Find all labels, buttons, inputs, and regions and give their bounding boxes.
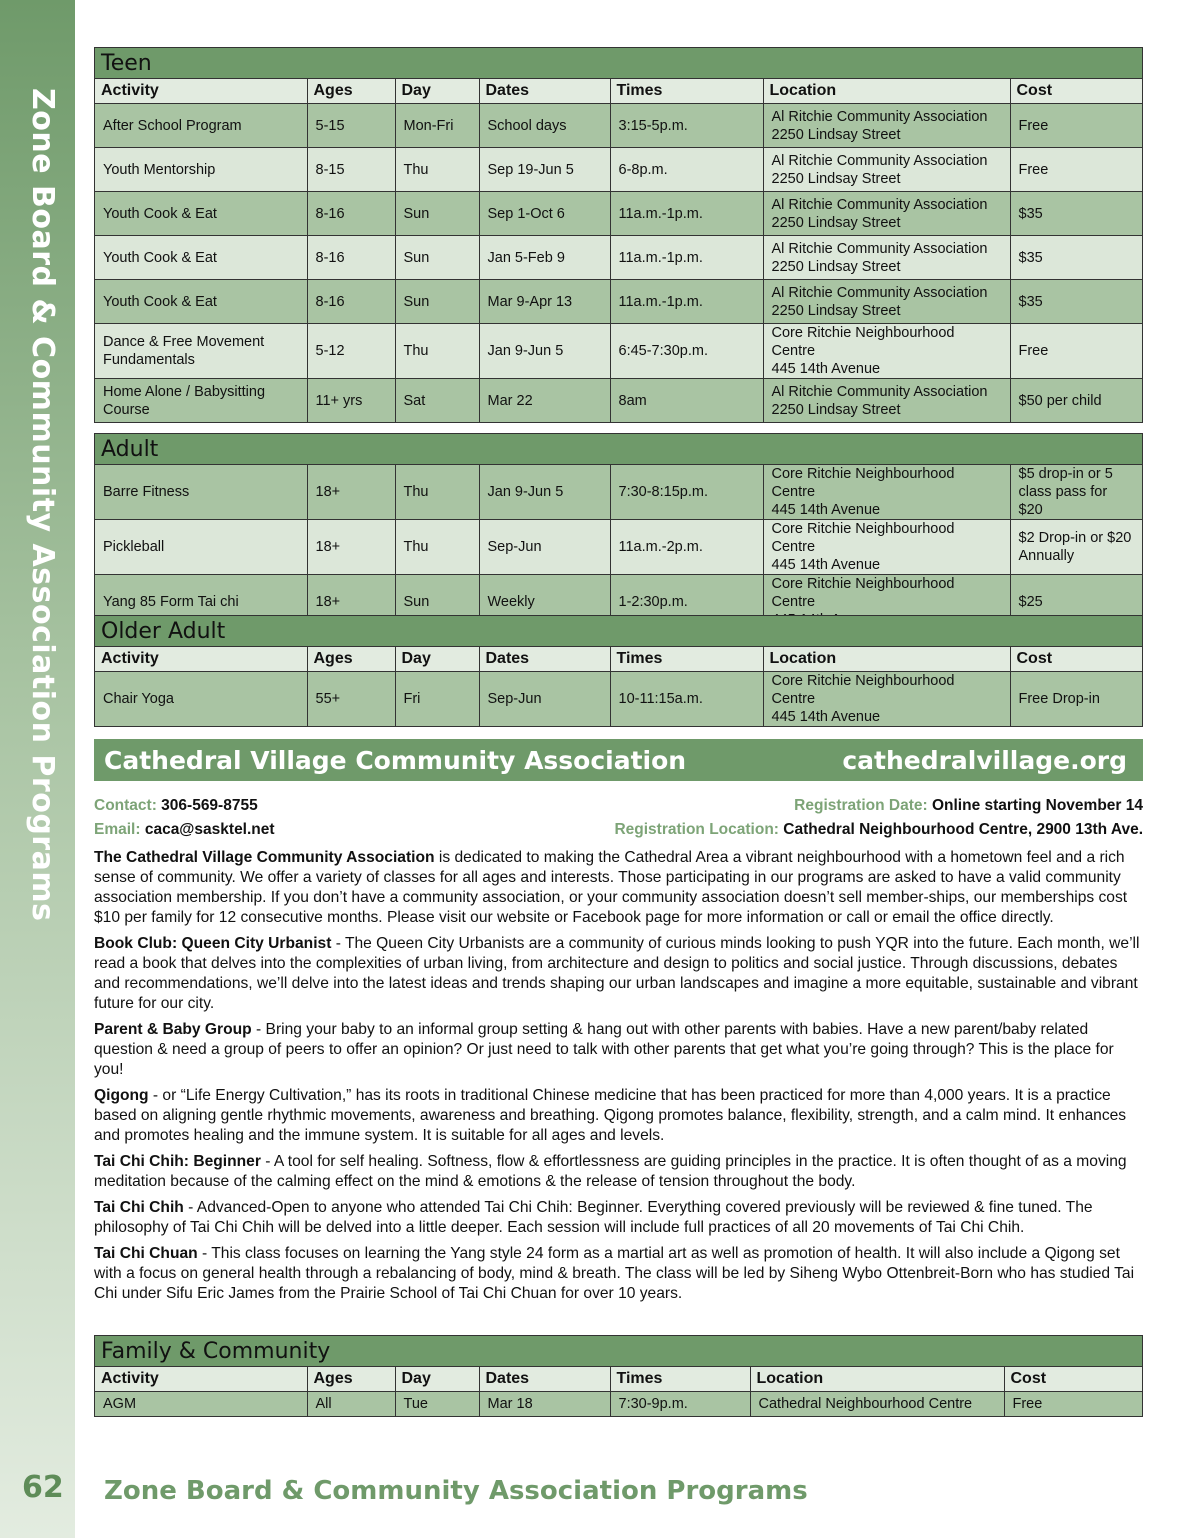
cell-day: Sun bbox=[395, 236, 479, 280]
column-header: Ages bbox=[307, 647, 395, 672]
footer-title: Zone Board & Community Association Programs bbox=[104, 1476, 808, 1506]
cell-times: 10-11:15a.m. bbox=[610, 672, 763, 727]
cell-day: Sat bbox=[395, 379, 479, 423]
column-header: Cost bbox=[1010, 647, 1142, 672]
cell-ages: All bbox=[307, 1392, 395, 1417]
cell-activity: Youth Cook & Eat bbox=[95, 236, 307, 280]
program-name: Tai Chi Chih bbox=[94, 1199, 184, 1216]
cell-dates: Jan 5-Feb 9 bbox=[479, 236, 610, 280]
cell-cost: $35 bbox=[1010, 280, 1142, 324]
column-header: Times bbox=[610, 1367, 750, 1392]
location-name: Al Ritchie Community Association bbox=[771, 108, 988, 125]
email-label: Email: bbox=[94, 821, 141, 838]
cell-dates: Mar 18 bbox=[479, 1392, 610, 1417]
older-body bbox=[95, 672, 1142, 727]
cell-ages: 18+ bbox=[307, 520, 395, 575]
cell-ages: 5-15 bbox=[307, 104, 395, 148]
cell-activity: After School Program bbox=[95, 104, 307, 148]
location-address: 2250 Lindsay Street bbox=[771, 401, 901, 418]
program-description: - This class focuses on learning the Yang style 24 form as a martial art as well as promotion of health. It will also include a Qigong set with a focus on general health through a rebalancing of body, mind & breath. The class will be led by Siheng Wybo Ottenbreit-Born who has studied Tai Chi under Sifu Eric James from the Prairie School of Tai Chi Chuan for over 10 years. bbox=[94, 1245, 1135, 1302]
program-name: Tai Chi Chih: Beginner bbox=[94, 1153, 261, 1170]
program-description: - The Queen City Urbanists are a community of curious minds looking to push YQR into the future. Each month, we’ll read a book that delves into the complexities of urban living, from architecture and design to politics and social justice. Through discussions, debates and recommendations, we’ll delve into the latest ideas and trends shaping our urban landscapes and imagine a more equitable, sustainable and vibrant future for our city. bbox=[94, 935, 1140, 1012]
table-row bbox=[95, 672, 1142, 727]
program-paragraph bbox=[94, 1198, 1144, 1238]
cell-day: Thu bbox=[395, 465, 479, 520]
location-address: 445 14th Avenue bbox=[771, 361, 881, 377]
table-row bbox=[95, 520, 1142, 575]
cell-times: 11a.m.-1p.m. bbox=[610, 236, 763, 280]
teen-table bbox=[94, 47, 1143, 423]
location-name: Core Ritchie Neighbourhood Centre bbox=[771, 576, 955, 610]
program-paragraph bbox=[94, 848, 1144, 928]
column-header: Dates bbox=[479, 79, 610, 104]
cell-activity: Home Alone / Babysitting Course bbox=[95, 379, 307, 423]
program-name: Qigong bbox=[94, 1087, 149, 1104]
location-name: Core Ritchie Neighbourhood Centre bbox=[771, 521, 955, 555]
cell-cost: Free bbox=[1004, 1392, 1142, 1417]
column-header: Times bbox=[610, 647, 763, 672]
cell-day: Fri bbox=[395, 672, 479, 727]
column-header: Location bbox=[763, 647, 1010, 672]
column-header: Location bbox=[763, 79, 1010, 104]
cell-ages: 8-16 bbox=[307, 236, 395, 280]
cell-ages: 8-16 bbox=[307, 280, 395, 324]
location-name: Core Ritchie Neighbourhood Centre bbox=[771, 673, 955, 707]
cell-location bbox=[763, 520, 1010, 575]
association-name: Cathedral Village Community Association bbox=[104, 745, 687, 775]
older-adult-table bbox=[94, 615, 1143, 727]
program-paragraph bbox=[94, 934, 1144, 1014]
program-name: The Cathedral Village Community Association bbox=[94, 849, 435, 866]
location-address: 2250 Lindsay Street bbox=[771, 258, 901, 275]
cell-location bbox=[763, 280, 1010, 324]
contact-phone[interactable]: 306-569-8755 bbox=[161, 797, 258, 814]
cell-times: 11a.m.-1p.m. bbox=[610, 280, 763, 324]
program-description: - A tool for self healing. Softness, flow & effortlessness are guiding principles in the practice. It is often thought of as a moving meditation because of the calming effect on the mind & emotions & the release of tension throughout the body. bbox=[94, 1153, 1127, 1190]
adult-body bbox=[95, 465, 1142, 629]
association-banner bbox=[94, 739, 1143, 781]
cell-dates: Jan 9-Jun 5 bbox=[479, 324, 610, 379]
column-header: Day bbox=[395, 1367, 479, 1392]
cell-day: Tue bbox=[395, 1392, 479, 1417]
cell-times: 7:30-8:15p.m. bbox=[610, 465, 763, 520]
family-title: Family & Community bbox=[95, 1336, 1142, 1367]
cell-dates: Sep-Jun bbox=[479, 520, 610, 575]
association-website[interactable]: cathedralvillage.org bbox=[842, 745, 1127, 775]
cell-ages: 8-16 bbox=[307, 192, 395, 236]
cell-activity: Youth Mentorship bbox=[95, 148, 307, 192]
cell-day: Sun bbox=[395, 192, 479, 236]
cell-day: Mon-Fri bbox=[395, 104, 479, 148]
cell-times: 11a.m.-1p.m. bbox=[610, 192, 763, 236]
column-header: Ages bbox=[307, 79, 395, 104]
location-address: 445 14th Avenue bbox=[771, 709, 881, 725]
cell-location bbox=[763, 672, 1010, 727]
cell-day: Sun bbox=[395, 280, 479, 324]
cell-location bbox=[763, 192, 1010, 236]
registration-location: Cathedral Neighbourhood Centre, 2900 13th Ave. bbox=[783, 821, 1143, 838]
location-address: 2250 Lindsay Street bbox=[771, 170, 901, 187]
location-address: 445 14th Avenue bbox=[771, 557, 881, 573]
table-row bbox=[95, 192, 1142, 236]
cell-activity: Barre Fitness bbox=[95, 465, 307, 520]
table-row bbox=[95, 236, 1142, 280]
cell-activity: Youth Cook & Eat bbox=[95, 192, 307, 236]
column-header: Activity bbox=[95, 1367, 307, 1392]
page-number: 62 bbox=[22, 1470, 64, 1505]
location-address: 2250 Lindsay Street bbox=[771, 302, 901, 319]
cell-location bbox=[763, 104, 1010, 148]
cell-dates: Weekly bbox=[479, 575, 610, 630]
program-paragraph bbox=[94, 1020, 1144, 1080]
table-row bbox=[95, 104, 1142, 148]
cell-cost: Free Drop-in bbox=[1010, 672, 1142, 727]
location-name: Al Ritchie Community Association bbox=[771, 196, 988, 213]
program-paragraph bbox=[94, 1152, 1144, 1192]
column-header: Dates bbox=[479, 647, 610, 672]
cell-ages: 5-12 bbox=[307, 324, 395, 379]
email-row bbox=[94, 821, 1143, 839]
sidebar-title: Zone Board & Community Association Programs bbox=[25, 88, 60, 922]
cell-activity: Pickleball bbox=[95, 520, 307, 575]
cell-dates: Mar 22 bbox=[479, 379, 610, 423]
registration-location-label: Registration Location: bbox=[614, 821, 779, 838]
column-header: Activity bbox=[95, 79, 307, 104]
cell-times: 3:15-5p.m. bbox=[610, 104, 763, 148]
cell-cost: $25 bbox=[1010, 575, 1142, 630]
cell-times: 6:45-7:30p.m. bbox=[610, 324, 763, 379]
cell-cost: Free bbox=[1010, 104, 1142, 148]
cell-location bbox=[763, 465, 1010, 520]
column-header: Location bbox=[750, 1367, 1004, 1392]
cell-activity: AGM bbox=[95, 1392, 307, 1417]
column-header: Times bbox=[610, 79, 763, 104]
program-name: Tai Chi Chuan bbox=[94, 1245, 198, 1262]
cell-dates: Sep-Jun bbox=[479, 672, 610, 727]
location-name: Al Ritchie Community Association bbox=[771, 383, 988, 400]
cell-location bbox=[763, 324, 1010, 379]
program-paragraph bbox=[94, 1086, 1144, 1146]
column-header: Day bbox=[395, 79, 479, 104]
location-name: Al Ritchie Community Association bbox=[771, 152, 988, 169]
cell-activity: Dance & Free Movement Fundamentals bbox=[95, 324, 307, 379]
program-description: - Advanced-Open to anyone who attended Tai Chi Chih: Beginner. Everything covered previously will be reviewed & fine tuned. The philosophy of Tai Chi Chih will be delved into a little deeper. Each session will include full practices of all 20 movements of Tai Chi Chih. bbox=[94, 1199, 1093, 1236]
cell-times: 1-2:30p.m. bbox=[610, 575, 763, 630]
cell-activity: Chair Yoga bbox=[95, 672, 307, 727]
program-description: - Bring your baby to an informal group setting & hang out with other parents with babies. Have a new parent/baby related question & need a group of peers to offer an opinion? Or just need to talk with other parents that get what you’re going through? This is the place for you! bbox=[94, 1021, 1114, 1078]
cell-times: 7:30-9p.m. bbox=[610, 1392, 750, 1417]
cell-cost: Free bbox=[1010, 148, 1142, 192]
column-header: Activity bbox=[95, 647, 307, 672]
location-name: Al Ritchie Community Association bbox=[771, 284, 988, 301]
contact-row bbox=[94, 797, 1143, 815]
program-description: is dedicated to making the Cathedral Area a vibrant neighbourhood with a hometown feel and a rich sense of community. We offer a variety of classes for all ages and interests. Those participating in our programs are asked to have a valid community association membership. If you don’t have a community association, or your community association doesn’t sell member-ships, our memberships cost $10 per family for 12 consecutive months. Please visit our website or Facebook page for more information or call or email the office directly. bbox=[94, 849, 1128, 926]
program-paragraph bbox=[94, 1244, 1144, 1304]
location-name: Al Ritchie Community Association bbox=[771, 240, 988, 257]
older-adult-title: Older Adult bbox=[95, 616, 1142, 647]
cell-times: 8am bbox=[610, 379, 763, 423]
cell-ages: 55+ bbox=[307, 672, 395, 727]
program-descriptions bbox=[94, 848, 1144, 1310]
cell-day: Thu bbox=[395, 324, 479, 379]
cell-activity: Yang 85 Form Tai chi bbox=[95, 575, 307, 630]
location-address: 2250 Lindsay Street bbox=[771, 126, 901, 143]
column-header: Dates bbox=[479, 1367, 610, 1392]
cell-times: 6-8p.m. bbox=[610, 148, 763, 192]
registration-date: Online starting November 14 bbox=[931, 797, 1143, 814]
sidebar bbox=[0, 0, 75, 1538]
cell-dates: School days bbox=[479, 104, 610, 148]
cell-dates: Mar 9-Apr 13 bbox=[479, 280, 610, 324]
teen-header-row bbox=[95, 79, 1142, 104]
teen-body bbox=[95, 104, 1142, 423]
cell-activity: Youth Cook & Eat bbox=[95, 280, 307, 324]
program-name: Book Club: Queen City Urbanist bbox=[94, 935, 332, 952]
cell-ages: 8-15 bbox=[307, 148, 395, 192]
adult-title: Adult bbox=[95, 434, 1142, 465]
location-address: 445 14th Avenue bbox=[771, 502, 881, 518]
cell-location: Cathedral Neighbourhood Centre bbox=[750, 1392, 1004, 1417]
cell-dates: Sep 19-Jun 5 bbox=[479, 148, 610, 192]
cell-location bbox=[763, 148, 1010, 192]
cell-cost: $5 drop-in or 5 class pass for $20 bbox=[1010, 465, 1142, 520]
cell-dates: Jan 9-Jun 5 bbox=[479, 465, 610, 520]
family-body bbox=[95, 1392, 1142, 1417]
cell-cost: $50 per child bbox=[1010, 379, 1142, 423]
program-name: Parent & Baby Group bbox=[94, 1021, 252, 1038]
table-row bbox=[95, 379, 1142, 423]
column-header: Ages bbox=[307, 1367, 395, 1392]
cell-day: Thu bbox=[395, 520, 479, 575]
registration-date-label: Registration Date: bbox=[794, 797, 928, 814]
cell-location bbox=[763, 379, 1010, 423]
cell-location bbox=[763, 236, 1010, 280]
family-header-row bbox=[95, 1367, 1142, 1392]
cell-cost: $35 bbox=[1010, 236, 1142, 280]
teen-title: Teen bbox=[95, 48, 1142, 79]
table-row bbox=[95, 148, 1142, 192]
cell-ages: 11+ yrs bbox=[307, 379, 395, 423]
cell-dates: Sep 1-Oct 6 bbox=[479, 192, 610, 236]
location-name: Core Ritchie Neighbourhood Centre bbox=[771, 325, 955, 359]
cell-cost: $35 bbox=[1010, 192, 1142, 236]
program-description: - or “Life Energy Cultivation,” has its roots in traditional Chinese medicine that has been practiced for more than 4,000 years. It is a practice based on aligning gentle rhythmic movements, awareness and breathing. Qigong promotes balance, flexibility, strength, and a calm mind. It enhances and promotes healing and the immune system. It is suitable for all ages and levels. bbox=[94, 1087, 1127, 1144]
table-row bbox=[95, 465, 1142, 520]
table-row bbox=[95, 1392, 1142, 1417]
column-header: Day bbox=[395, 647, 479, 672]
contact-label: Contact: bbox=[94, 797, 157, 814]
table-row bbox=[95, 280, 1142, 324]
cell-cost: Free bbox=[1010, 324, 1142, 379]
location-name: Core Ritchie Neighbourhood Centre bbox=[771, 466, 955, 500]
table-row bbox=[95, 324, 1142, 379]
column-header: Cost bbox=[1004, 1367, 1142, 1392]
column-header: Cost bbox=[1010, 79, 1142, 104]
cell-day: Sun bbox=[395, 575, 479, 630]
email-address[interactable]: caca@sasktel.net bbox=[144, 821, 275, 838]
family-community-table bbox=[94, 1335, 1143, 1417]
cell-day: Thu bbox=[395, 148, 479, 192]
adult-table bbox=[94, 433, 1143, 630]
cell-cost: $2 Drop-in or $20 Annually bbox=[1010, 520, 1142, 575]
cell-times: 11a.m.-2p.m. bbox=[610, 520, 763, 575]
location-address: 2250 Lindsay Street bbox=[771, 214, 901, 231]
cell-ages: 18+ bbox=[307, 465, 395, 520]
cell-ages: 18+ bbox=[307, 575, 395, 630]
older-header-row bbox=[95, 647, 1142, 672]
